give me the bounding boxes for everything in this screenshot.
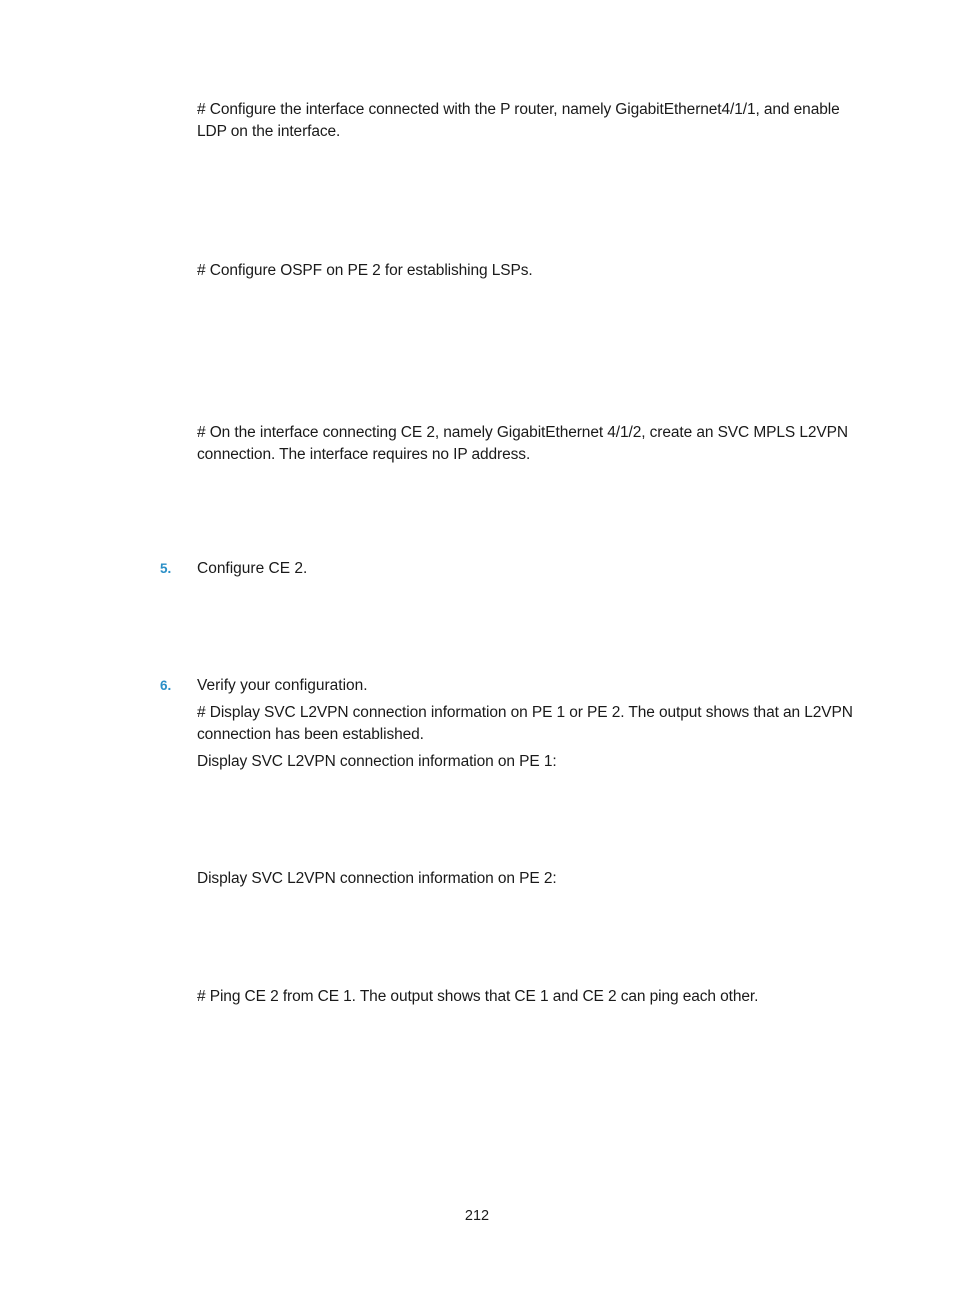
step-number: 5. [160,561,172,576]
step-text: Verify your configuration. [197,677,368,694]
paragraph-ping-ce: # Ping CE 2 from CE 1. The output shows that CE 1 and CE 2 can ping each other. [197,988,759,1005]
paragraph-configure-ospf: # Configure OSPF on PE 2 for establishing LSPs. [197,262,533,279]
paragraph-configure-interface: # Configure the interface connected with the P router, namely GigabitEthernet4/1/1, and enable LDP on the interface. [197,101,840,140]
page-number: 212 [464,1208,490,1224]
step-text: Configure CE 2. [197,560,308,577]
paragraph-display-pe1: Display SVC L2VPN connection information on PE 1: [197,753,557,770]
step-number: 6. [160,678,172,693]
paragraph-display-pe2: Display SVC L2VPN connection information on PE 2: [197,870,557,887]
paragraph-create-svc-connection: # On the interface connecting CE 2, namely GigabitEthernet 4/1/2, create an SVC MPLS L2VPN connection. The interface requires no IP address. [197,424,848,463]
paragraph-display-svc-info: # Display SVC L2VPN connection information on PE 1 or PE 2. The output shows that an L2VPN connection has been established. [197,704,853,743]
